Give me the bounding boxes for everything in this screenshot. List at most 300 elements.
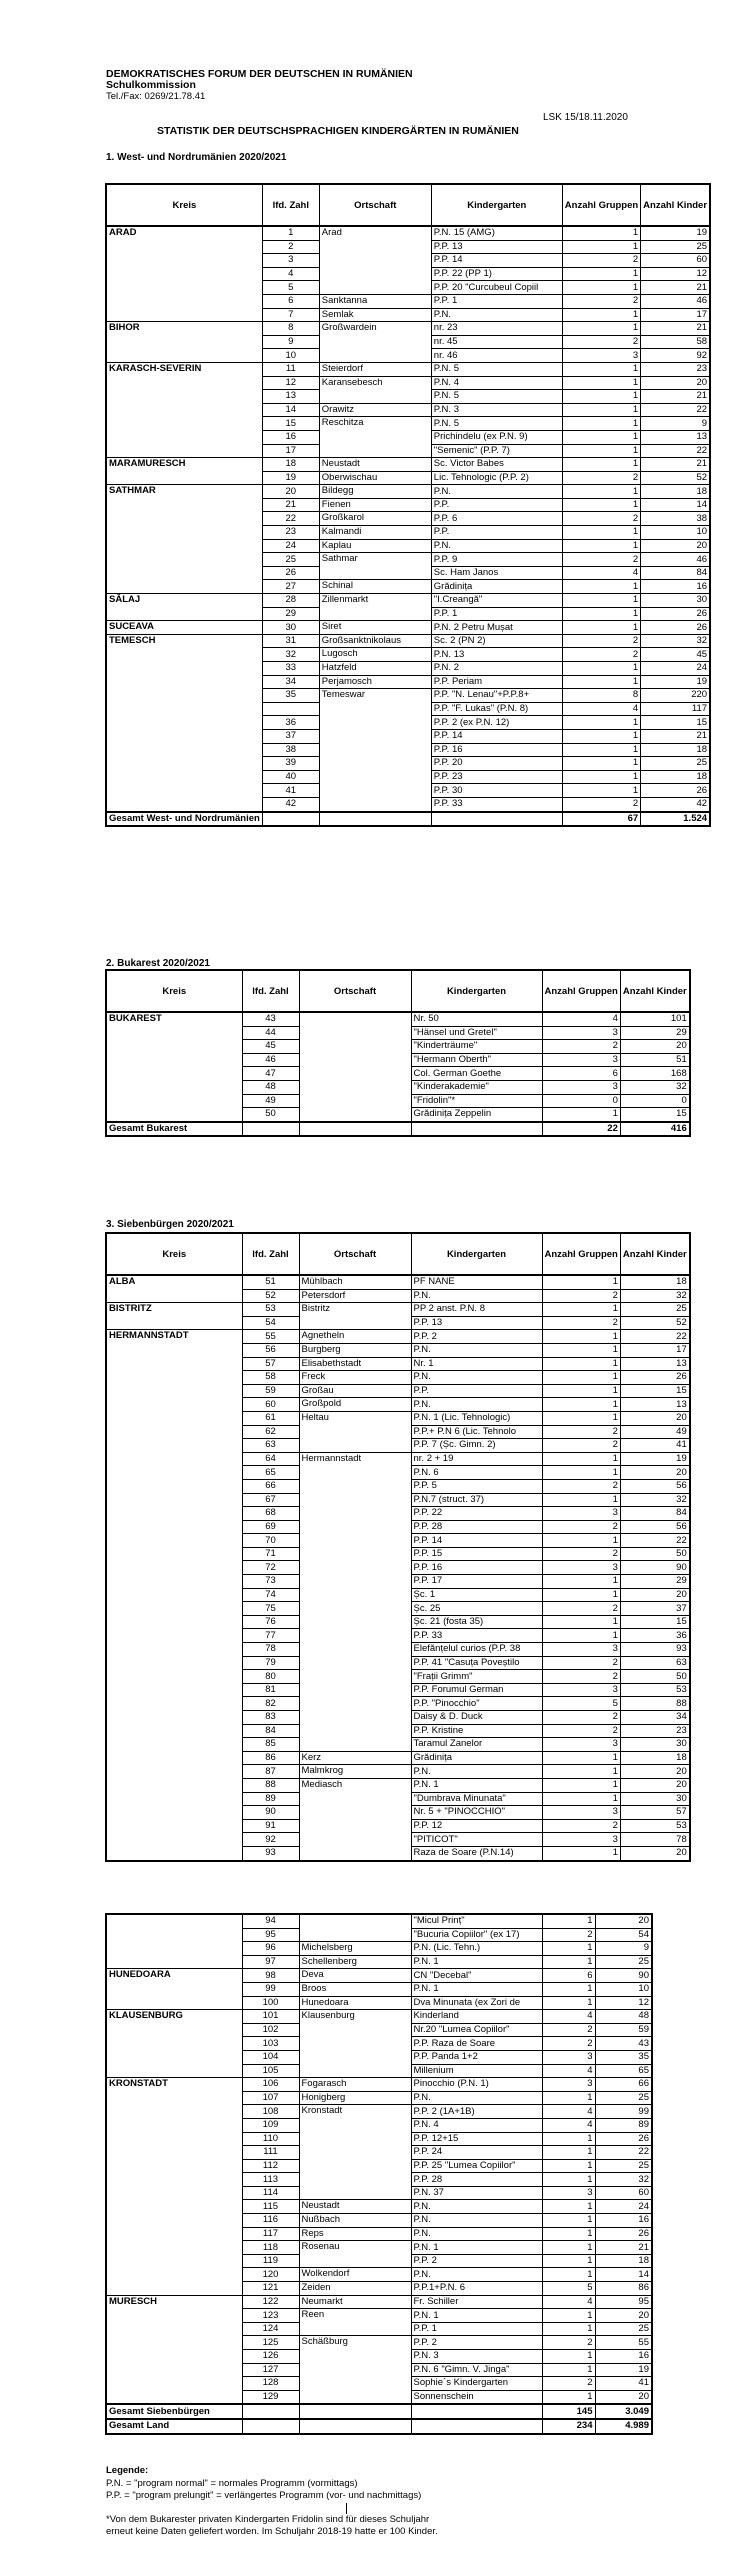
ortschaft-cell: Temeswar [319, 689, 431, 812]
kinder-cell: 0 [620, 1094, 689, 1108]
table-row [106, 634, 710, 648]
kindergarten-cell: P.P. 30 [431, 784, 562, 798]
gruppen-cell: 1 [562, 498, 640, 512]
ortschaft-cell: Semlak [319, 308, 431, 322]
ortschaft-cell: Fienen [319, 498, 431, 512]
ortschaft-cell: Fogarasch [299, 2078, 411, 2092]
kindergarten-cell: Kinderland [411, 2010, 542, 2024]
gruppen-cell: 1 [562, 430, 640, 444]
ortschaft-cell: Petersdorf [299, 1289, 411, 1303]
gruppen-cell: 2 [542, 1928, 595, 1942]
gruppen-cell: 1 [542, 2309, 595, 2323]
kinder-cell: 21 [595, 2241, 652, 2255]
kinder-cell: 95 [595, 2295, 652, 2309]
kindergarten-cell: Șc. 25 [411, 1602, 542, 1616]
kinder-cell: 21 [641, 729, 710, 743]
gruppen-cell: 2 [542, 1479, 620, 1493]
ortschaft-cell: Zillenmarkt [319, 594, 431, 621]
gruppen-cell: 1 [542, 1846, 620, 1860]
kindergarten-cell: P.N. [411, 2200, 542, 2214]
lfd-zahl-cell: 57 [242, 1357, 299, 1371]
ortschaft-cell: Großwardein [319, 322, 431, 363]
ortschaft-cell: Nußbach [299, 2214, 411, 2228]
kinder-cell: 29 [620, 1575, 689, 1589]
gruppen-cell: 3 [542, 2186, 595, 2200]
kreis-cell: KRONSTADT [106, 2078, 242, 2296]
gruppen-cell: 1 [562, 376, 640, 390]
kinder-cell: 99 [595, 2105, 652, 2119]
gruppen-cell: 1 [542, 2132, 595, 2146]
ortschaft-cell: Agnetheln [299, 1330, 411, 1344]
kreis-cell: BUKAREST [106, 1012, 242, 1122]
ortschaft-cell: Sathmar [319, 553, 431, 580]
lfd-zahl-cell: 6 [262, 294, 319, 308]
gruppen-cell: 3 [542, 1507, 620, 1521]
kindergarten-cell: P.P. 22 (PP 1) [431, 267, 562, 281]
gruppen-cell: 2 [562, 648, 640, 662]
kindergarten-cell: P.N. 5 [431, 417, 562, 431]
lfd-zahl-cell: 27 [262, 580, 319, 594]
gruppen-cell: 1 [542, 1778, 620, 1792]
lfd-zahl-cell: 107 [242, 2091, 299, 2105]
gruppen-cell: 1 [542, 1588, 620, 1602]
lfd-zahl-cell: 117 [242, 2227, 299, 2241]
gruppen-cell: 1 [562, 485, 640, 499]
kindergarten-cell: P.N. [411, 1371, 542, 1385]
lfd-zahl-cell: 86 [242, 1751, 299, 1765]
gruppen-cell: 3 [542, 1053, 620, 1067]
lfd-zahl-cell: 99 [242, 1982, 299, 1996]
kindergarten-cell: P.P. 7 (Șc. Gimn. 2) [411, 1439, 542, 1453]
kindergarten-cell: "Semenic" (P.P. 7) [431, 444, 562, 458]
document-reference: LSK 15/18.11.2020 [543, 112, 628, 123]
kindergarten-cell: "Kinderakademie" [411, 1080, 542, 1094]
lfd-zahl-cell: 52 [242, 1289, 299, 1303]
col-kindergarten-header: Kindergarten [411, 970, 542, 1012]
lfd-zahl-cell: 79 [242, 1656, 299, 1670]
gruppen-cell: 1 [542, 2159, 595, 2173]
kinder-cell: 45 [641, 648, 710, 662]
kindergarten-cell: P.P. 24 [411, 2146, 542, 2160]
kinder-cell: 29 [620, 1026, 689, 1040]
gruppen-cell: 5 [542, 1697, 620, 1711]
gruppen-cell: 1 [542, 1982, 595, 1996]
kinder-cell: 17 [641, 308, 710, 322]
gruppen-cell: 2 [542, 1724, 620, 1738]
ortschaft-cell: Honigberg [299, 2091, 411, 2105]
lfd-zahl-cell: 85 [242, 1738, 299, 1752]
kindergarten-cell: P.N. 3 [431, 403, 562, 417]
gruppen-cell: 1 [542, 1275, 620, 1289]
lfd-zahl-cell: 62 [242, 1425, 299, 1439]
kinder-cell: 18 [641, 770, 710, 784]
gruppen-cell: 1 [562, 240, 640, 254]
contact-line: Tel./Fax: 0269/21.78.41 [106, 91, 206, 102]
col-anzahl-gruppen-header: Anzahl Gruppen [542, 970, 620, 1012]
gruppen-cell: 3 [542, 1643, 620, 1657]
kindergarten-cell: Nr.20 "Lumea Copiilor" [411, 2023, 542, 2037]
gruppen-cell: 3 [562, 349, 640, 363]
kinder-cell: 58 [641, 335, 710, 349]
lfd-zahl-cell: 97 [242, 1955, 299, 1969]
kindergarten-cell: P.P. 13 [411, 1316, 542, 1330]
gruppen-cell: 1 [542, 1615, 620, 1629]
gruppen-cell: 1 [542, 1108, 620, 1122]
lfd-zahl-cell: 94 [242, 1914, 299, 1928]
kinder-cell: 93 [620, 1643, 689, 1657]
lfd-zahl-cell: 2 [262, 240, 319, 254]
gruppen-cell: 3 [542, 1833, 620, 1847]
total-gruppen: 145 [542, 2404, 595, 2419]
total-row [106, 2419, 652, 2434]
kinder-cell: 25 [595, 2159, 652, 2173]
kinder-cell: 13 [641, 430, 710, 444]
lfd-zahl-cell: 28 [262, 594, 319, 608]
ortschaft-cell: Broos [299, 1982, 411, 1996]
lfd-zahl-cell: 49 [242, 1094, 299, 1108]
kindergarten-cell: P.N. 1 [411, 1955, 542, 1969]
gruppen-cell: 1 [542, 2173, 595, 2187]
kinder-cell: 15 [620, 1615, 689, 1629]
kinder-cell: 18 [620, 1751, 689, 1765]
lfd-zahl-cell: 114 [242, 2186, 299, 2200]
page-title: STATISTIK DER DEUTSCHSPRACHIGEN KINDERGÄRTEN IN RUMÄNIEN [157, 125, 519, 137]
kindergarten-cell: P.P. 2 [411, 1330, 542, 1344]
gruppen-cell: 1 [542, 2227, 595, 2241]
lfd-zahl-cell: 75 [242, 1602, 299, 1616]
kindergarten-cell: P.N. 1 [411, 1778, 542, 1792]
lfd-zahl-cell: 30 [262, 621, 319, 635]
lfd-zahl-cell: 33 [262, 662, 319, 676]
kinder-cell: 88 [620, 1697, 689, 1711]
gruppen-cell: 1 [542, 2268, 595, 2282]
gruppen-cell: 1 [542, 2363, 595, 2377]
kinder-cell: 23 [620, 1724, 689, 1738]
total-label: Gesamt Siebenbürgen [106, 2404, 242, 2419]
lfd-zahl-cell: 43 [242, 1012, 299, 1026]
gruppen-cell: 1 [542, 1914, 595, 1928]
department-name: Schulkommission [106, 79, 196, 91]
col-lfd-zahl-header: lfd. Zahl [262, 184, 319, 226]
kinder-cell: 52 [620, 1316, 689, 1330]
lfd-zahl-cell: 35 [262, 689, 319, 703]
kindergarten-cell: Lic. Tehnologic (P.P. 2) [431, 471, 562, 485]
gruppen-cell: 1 [542, 2322, 595, 2336]
ortschaft-cell: Freck [299, 1371, 411, 1385]
lfd-zahl-cell: 121 [242, 2282, 299, 2296]
kinder-cell: 21 [641, 281, 710, 295]
kindergarten-cell: P.N. 6 [411, 1466, 542, 1480]
kinder-cell: 32 [595, 2173, 652, 2187]
kinder-cell: 26 [595, 2227, 652, 2241]
lfd-zahl-cell: 124 [242, 2322, 299, 2336]
kindergarten-cell: P.P.+ P.N 6 (Lic. Tehnolo [411, 1425, 542, 1439]
lfd-zahl-cell: 112 [242, 2159, 299, 2173]
gruppen-cell: 1 [562, 580, 640, 594]
lfd-zahl-cell: 98 [242, 1969, 299, 1983]
lfd-zahl-cell: 81 [242, 1683, 299, 1697]
kinder-cell: 34 [620, 1711, 689, 1725]
gruppen-cell: 1 [542, 1357, 620, 1371]
kindergarten-cell: P.N. 2 [431, 662, 562, 676]
kinder-cell: 22 [620, 1534, 689, 1548]
table-row [106, 1275, 690, 1289]
kreis-cell: MARAMURESCH [106, 458, 262, 485]
lfd-zahl-cell: 31 [262, 634, 319, 648]
kindergarten-cell: P.P. 13 [431, 240, 562, 254]
kinder-cell: 16 [595, 2214, 652, 2228]
kindergarten-cell: Grădinița Zeppelin [411, 1108, 542, 1122]
kindergarten-cell: P.P.1+P.N. 6 [411, 2282, 542, 2296]
kinder-cell: 26 [620, 1371, 689, 1385]
lfd-zahl-cell: 7 [262, 308, 319, 322]
kindergarten-cell: "I.Creangă" [431, 594, 562, 608]
ortschaft-cell: Neumarkt [299, 2295, 411, 2309]
gruppen-cell: 1 [562, 607, 640, 621]
kinder-cell: 90 [620, 1561, 689, 1575]
kreis-cell: BISTRITZ [106, 1303, 242, 1330]
ortschaft-cell: Hunedoara [299, 1996, 411, 2010]
kinder-cell: 50 [620, 1547, 689, 1561]
lfd-zahl-cell: 50 [242, 1108, 299, 1122]
ortschaft-cell: Schäßburg [299, 2336, 411, 2404]
legend-heading: Legende: [106, 2465, 149, 2476]
gruppen-cell: 3 [542, 1683, 620, 1697]
lfd-zahl-cell: 118 [242, 2241, 299, 2255]
ortschaft-cell: Reen [299, 2309, 411, 2336]
gruppen-cell: 2 [542, 1711, 620, 1725]
gruppen-cell: 8 [562, 689, 640, 703]
lfd-zahl-cell: 53 [242, 1303, 299, 1317]
lfd-zahl-cell: 108 [242, 2105, 299, 2119]
kinder-cell: 18 [641, 743, 710, 757]
gruppen-cell: 4 [562, 702, 640, 716]
kinder-cell: 9 [641, 417, 710, 431]
kindergarten-cell: P.P. 23 [431, 770, 562, 784]
lfd-zahl-cell: 40 [262, 770, 319, 784]
ortschaft-cell: Michelsberg [299, 1942, 411, 1956]
kindergarten-cell: P.N. [431, 539, 562, 553]
kinder-cell: 36 [620, 1629, 689, 1643]
table-row [106, 2078, 652, 2092]
kinder-cell: 22 [595, 2146, 652, 2160]
kinder-cell: 168 [620, 1067, 689, 1081]
kindergarten-cell: P.N. 1 [411, 2309, 542, 2323]
kinder-cell: 89 [595, 2118, 652, 2132]
kinder-cell: 41 [595, 2377, 652, 2391]
lfd-zahl-cell: 5 [262, 281, 319, 295]
ortschaft-cell: Wolkendorf [299, 2268, 411, 2282]
kinder-cell: 26 [641, 784, 710, 798]
kreis-cell: ALBA [106, 1275, 242, 1303]
lfd-zahl-cell: 25 [262, 553, 319, 567]
kindergarten-cell: P.P. 5 [411, 1479, 542, 1493]
lfd-zahl-cell: 10 [262, 349, 319, 363]
empty-cell [299, 2419, 411, 2434]
text-cursor [346, 2503, 347, 2514]
table-row [106, 322, 710, 336]
ortschaft-cell: Sanktanna [319, 294, 431, 308]
ortschaft-cell [299, 1914, 411, 1942]
kindergarten-cell: nr. 45 [431, 335, 562, 349]
kinder-cell: 9 [595, 1942, 652, 1956]
kindergarten-cell: P.P. 1 [431, 607, 562, 621]
kindergarten-cell: Nr. 50 [411, 1012, 542, 1026]
legend [106, 2465, 438, 2539]
kindergarten-cell: P.N. 15 (AMG) [431, 226, 562, 240]
gruppen-cell: 1 [542, 1792, 620, 1806]
gruppen-cell: 4 [542, 2118, 595, 2132]
gruppen-cell: 2 [542, 1547, 620, 1561]
kindergarten-cell: Taramul Zanelor [411, 1738, 542, 1752]
empty-cell [319, 812, 431, 827]
kinder-cell: 92 [641, 349, 710, 363]
kinder-cell: 117 [641, 702, 710, 716]
kindergarten-cell: P.P. Kristine [411, 1724, 542, 1738]
kindergarten-cell: Grădinița [431, 580, 562, 594]
kreis-cell: BIHOR [106, 322, 262, 363]
ortschaft-cell: Klausenburg [299, 2010, 411, 2078]
kindergarten-cell: Fr. Schiller [411, 2295, 542, 2309]
kinder-cell: 16 [595, 2350, 652, 2364]
kindergarten-cell: P.N. [411, 2268, 542, 2282]
kindergarten-cell: Millenium [411, 2064, 542, 2078]
table-row [106, 1303, 690, 1317]
lfd-zahl-cell: 115 [242, 2200, 299, 2214]
lfd-zahl-cell: 24 [262, 539, 319, 553]
gruppen-cell: 1 [562, 322, 640, 336]
gruppen-cell: 1 [542, 1534, 620, 1548]
table-row [106, 485, 710, 499]
legend-line-pn: P.N. = "program normal" = normales Programm (vormittags) [106, 2477, 358, 2489]
col-kreis-header: Kreis [106, 1233, 242, 1275]
kinder-cell: 30 [620, 1792, 689, 1806]
gruppen-cell: 4 [542, 2064, 595, 2078]
footnote-line-2: erneut keine Daten geliefert worden. Im Schuljahr 2018-19 hatte er 100 Kinder. [106, 2526, 438, 2537]
kindergarten-cell: P.N. [411, 1398, 542, 1412]
lfd-zahl-cell: 17 [262, 444, 319, 458]
kreis-cell: TEMESCH [106, 634, 262, 811]
gruppen-cell: 3 [542, 1806, 620, 1820]
kinder-cell: 19 [641, 226, 710, 240]
lfd-zahl-cell: 4 [262, 267, 319, 281]
kinder-cell: 10 [595, 1982, 652, 1996]
total-kinder: 3.049 [595, 2404, 652, 2419]
ortschaft-cell: Deva [299, 1969, 411, 1983]
lfd-zahl-cell: 18 [262, 458, 319, 472]
kreis-cell: SATHMAR [106, 485, 262, 594]
kindergarten-cell: P.N. 6 "Gimn. V. Jinga" [411, 2363, 542, 2377]
kindergarten-cell: P.P. 20 "Curcubeul Copiil [431, 281, 562, 295]
kindergarten-cell: P.P. 15 [411, 1547, 542, 1561]
kindergarten-cell: P.P. 16 [431, 743, 562, 757]
gruppen-cell: 4 [562, 566, 640, 580]
legend-line-pp: P.P. = "program prelungit" = verlängertes Programm (vor- und nachmittags) [106, 2490, 422, 2501]
ortschaft-cell: Schellenberg [299, 1955, 411, 1969]
kindergarten-cell: P.P. 33 [431, 797, 562, 811]
kindergarten-cell: P.N. [411, 1765, 542, 1779]
kinder-cell: 37 [620, 1602, 689, 1616]
lfd-zahl-cell: 71 [242, 1547, 299, 1561]
ortschaft-cell: Reps [299, 2227, 411, 2241]
lfd-zahl-cell: 29 [262, 607, 319, 621]
ortschaft-cell: Großsanktnikolaus [319, 634, 431, 648]
lfd-zahl-cell: 61 [242, 1411, 299, 1425]
ortschaft-cell: Oberwischau [319, 471, 431, 485]
gruppen-cell: 1 [562, 362, 640, 376]
lfd-zahl-cell: 110 [242, 2132, 299, 2146]
lfd-zahl-cell: 128 [242, 2377, 299, 2391]
gruppen-cell: 2 [562, 634, 640, 648]
gruppen-cell: 2 [542, 1520, 620, 1534]
lfd-zahl-cell: 19 [262, 471, 319, 485]
ortschaft-cell: Schinal [319, 580, 431, 594]
table-row [106, 1969, 652, 1983]
total-gruppen: 234 [542, 2419, 595, 2434]
gruppen-cell: 1 [562, 226, 640, 240]
gruppen-cell: 6 [542, 1969, 595, 1983]
gruppen-cell: 2 [542, 1425, 620, 1439]
gruppen-cell: 3 [542, 1026, 620, 1040]
kinder-cell: 20 [620, 1846, 689, 1860]
kinder-cell: 65 [595, 2064, 652, 2078]
kindergarten-cell: "Fridolin"* [411, 1094, 542, 1108]
gruppen-cell: 2 [542, 1602, 620, 1616]
lfd-zahl-cell: 72 [242, 1561, 299, 1575]
kindergarten-cell: P.N. 3 [411, 2350, 542, 2364]
kindergarten-cell: Sonnenschein [411, 2390, 542, 2404]
table-row [106, 458, 710, 472]
gruppen-cell: 2 [542, 2037, 595, 2051]
table-row [106, 1330, 690, 1344]
gruppen-cell: 1 [542, 1575, 620, 1589]
kindergarten-cell: "Hermann Oberth" [411, 1053, 542, 1067]
kinder-cell: 53 [620, 1819, 689, 1833]
gruppen-cell: 1 [542, 1466, 620, 1480]
kindergarten-cell: P.N. 13 [431, 648, 562, 662]
kindergarten-cell: P.P. Raza de Soare [411, 2037, 542, 2051]
lfd-zahl-cell: 93 [242, 1846, 299, 1860]
total-label: Gesamt West- und Nordrumänien [106, 812, 262, 827]
kinder-cell: 53 [620, 1683, 689, 1697]
col-anzahl-kinder-header: Anzahl Kinder [620, 970, 689, 1012]
empty-cell [299, 2404, 411, 2419]
kindergarten-cell: P.N. 1 [411, 1982, 542, 1996]
ortschaft-cell: Rosenau [299, 2241, 411, 2268]
kinder-cell: 50 [620, 1670, 689, 1684]
total-kinder: 416 [620, 1122, 689, 1137]
col-kindergarten-header: Kindergarten [411, 1233, 542, 1275]
kindergarten-cell: P.P. [411, 1384, 542, 1398]
lfd-zahl-cell: 89 [242, 1792, 299, 1806]
kindergarten-cell: Șc. 1 [411, 1588, 542, 1602]
kindergarten-cell: Nr. 1 [411, 1357, 542, 1371]
kinder-cell: 20 [620, 1778, 689, 1792]
lfd-zahl-cell: 32 [262, 648, 319, 662]
lfd-zahl-cell: 67 [242, 1493, 299, 1507]
kinder-cell: 25 [620, 1303, 689, 1317]
ortschaft-cell: Malmkrog [299, 1765, 411, 1779]
col-anzahl-gruppen-header: Anzahl Gruppen [542, 1233, 620, 1275]
gruppen-cell: 1 [562, 784, 640, 798]
ortschaft-cell: Elisabethstadt [299, 1357, 411, 1371]
gruppen-cell: 2 [562, 512, 640, 526]
table-row [106, 2295, 652, 2309]
lfd-zahl-cell: 106 [242, 2078, 299, 2092]
kindergarten-cell: "Frații Grimm" [411, 1670, 542, 1684]
kindergarten-cell: P.P. 22 [411, 1507, 542, 1521]
kreis-cell: HERMANNSTADT [106, 1330, 242, 1861]
